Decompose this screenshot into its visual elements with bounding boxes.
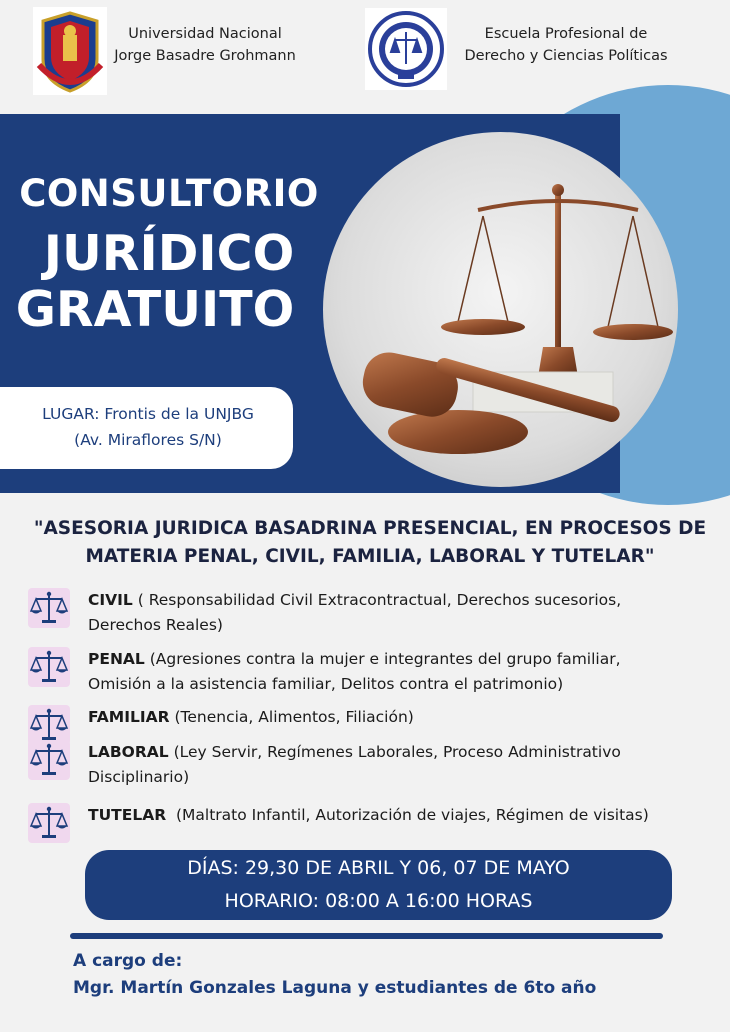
university-line-2: Jorge Basadre Grohmann	[114, 48, 296, 64]
in-charge-label: A cargo de:	[73, 951, 183, 971]
university-name	[105, 23, 305, 67]
location-address: (Av. Miraflores S/N)	[74, 431, 222, 449]
in-charge-names: Mgr. Martín Gonzales Laguna y estudiantes de 6to año	[73, 978, 597, 998]
unjbg-logo	[33, 7, 107, 95]
scales-icon	[28, 740, 70, 780]
legal-area-name: LABORAL	[88, 743, 169, 761]
title-line-3: GRATUITO	[15, 281, 295, 338]
title-line-1: CONSULTORIO	[19, 172, 319, 215]
legal-area-detail: (Maltrato Infantil, Autorización de viajes, Régimen de visitas)	[166, 806, 649, 824]
scales-icon	[28, 705, 70, 745]
legal-area-detail-continued: Omisión a la asistencia familiar, Delitos contra el patrimonio)	[88, 675, 564, 693]
service-description-line-1: "ASESORIA JURIDICA BASADRINA PRESENCIAL, EN PROCESOS DE	[33, 518, 707, 539]
location-label: LUGAR:	[42, 405, 100, 423]
scales-icon	[28, 803, 70, 843]
legal-area-detail: (Agresiones contra la mujer e integrantes del grupo familiar,	[144, 650, 621, 668]
legal-area-name: TUTELAR	[88, 806, 167, 824]
legal-area-detail: (Tenencia, Alimentos, Filiación)	[169, 708, 414, 726]
location-card	[0, 387, 293, 469]
school-name	[452, 23, 680, 67]
legal-area-detail-continued: Disciplinario)	[88, 768, 190, 786]
schedule-box	[85, 850, 672, 920]
esde-logo	[365, 8, 447, 90]
university-line-1: Universidad Nacional	[128, 26, 282, 42]
justice-scales-gavel-photo	[323, 132, 678, 487]
title-line-2: JURÍDICO	[43, 225, 295, 282]
legal-area-detail: ( Responsabilidad Civil Extracontractual, Derechos sucesorios,	[132, 591, 622, 609]
school-line-2: Derecho y Ciencias Políticas	[464, 48, 668, 64]
legal-area-detail-continued: Derechos Reales)	[88, 616, 223, 634]
service-description	[20, 515, 720, 571]
location-place: Frontis de la UNJBG	[104, 405, 254, 423]
scales-icon	[28, 647, 70, 687]
legal-area-name: FAMILIAR	[88, 708, 170, 726]
scales-icon	[28, 588, 70, 628]
divider	[70, 933, 663, 939]
schedule-days: DÍAS: 29,30 DE ABRIL Y 06, 07 DE MAYO	[187, 857, 570, 879]
service-description-line-2: MATERIA PENAL, CIVIL, FAMILIA, LABORAL Y TUTELAR"	[85, 546, 655, 567]
school-line-1: Escuela Profesional de	[484, 26, 648, 42]
legal-area-name: CIVIL	[88, 591, 133, 609]
schedule-hours: HORARIO: 08:00 A 16:00 HORAS	[224, 890, 533, 912]
legal-area-detail: (Ley Servir, Regímenes Laborales, Proceso Administrativo	[168, 743, 621, 761]
legal-area-name: PENAL	[88, 650, 145, 668]
